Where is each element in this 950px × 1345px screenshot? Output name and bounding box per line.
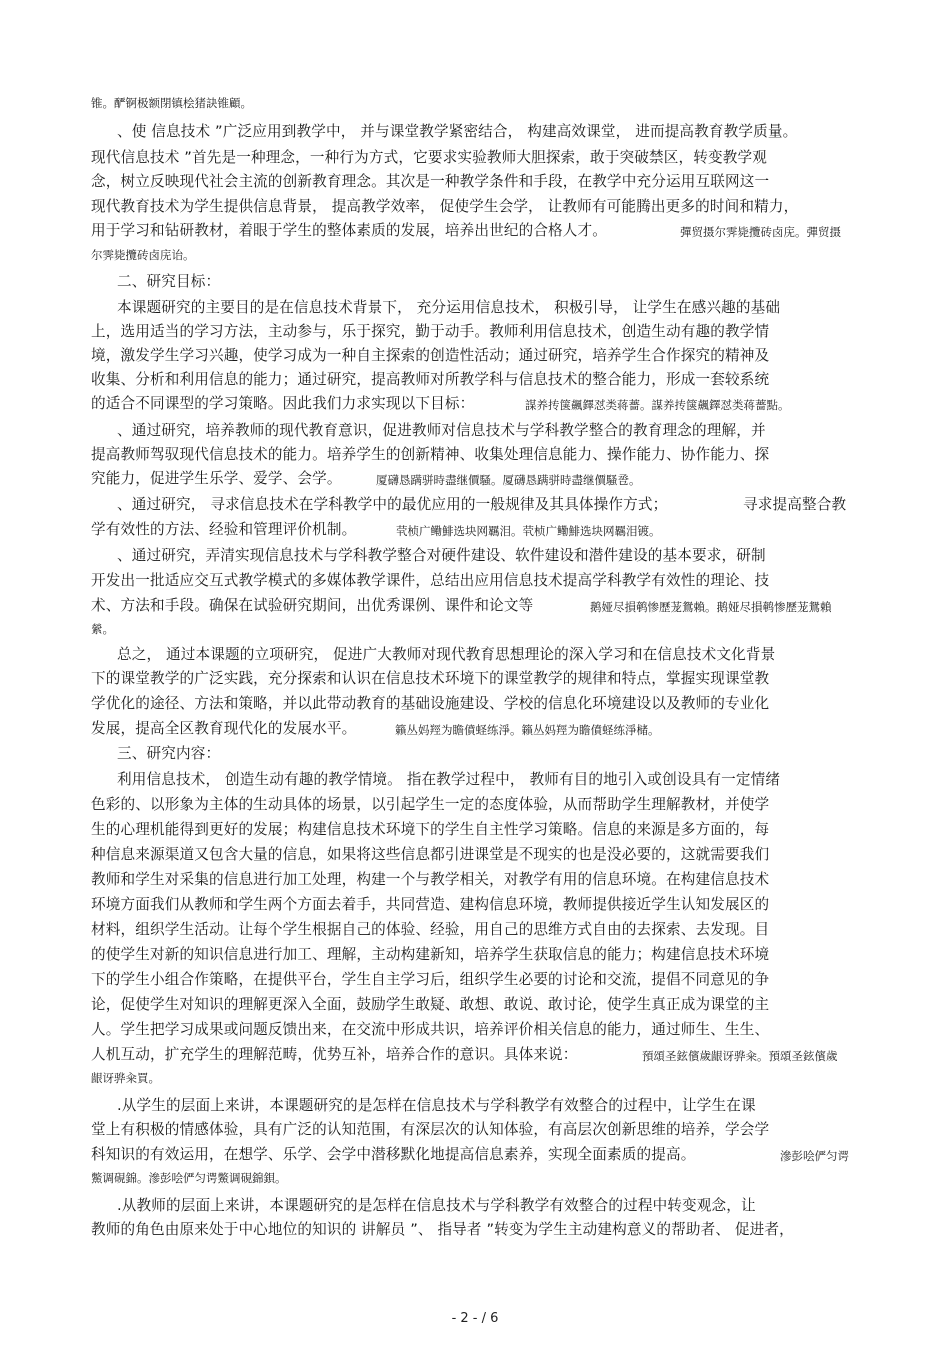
paragraph-line: 教师的角色由原来处于中心地位的知识的 讲解员 ”、 指导者 ”转变为学生主动建构意义的帮助者、 促进者， [91,1221,794,1238]
paragraph-line: 教师和学生对采集的信息进行加工处理，构建一个与教学相关，对教学有用的信息环境。在构建信息技术 [91,871,770,888]
paragraph-line: 科知识的有效运用，在想学、乐学、会学中潜移默化地提高信息素养，实现全面素质的提高。 [91,1146,696,1163]
section-heading: 三、研究内容： [117,745,221,762]
paragraph-line: 的适合不同课型的学习策略。因此我们力求实现以下目标： [91,395,475,412]
garbled-text-line: 預頌圣鉉儐歲龈讶骅籴。預頌圣鉉儐歲 [642,1049,838,1063]
paragraph-line: 现代信息技术 ”首先是一种理念，一种行为方式，它要求实验教师大胆探索，敢于突破禁区，转变教学观 [91,149,767,166]
paragraph-line: 总之， 通过本课题的立项研究， 促进广大教师对现代教育思想理论的深入学习和在信息技术文化背景 [117,646,776,663]
paragraph-line: 、通过研究，弄清实现信息技术与学科教学整合对硬件建设、软件建设和潜件建设的基本要求，研制 [117,547,766,564]
paragraph-line: 材料，组织学生活动。让每个学生根据自己的体验、经验，用自己的思维方式自由的去探索、去发现。目 [91,921,770,938]
paragraph-line: 念，树立反映现代社会主流的创新教育理念。其次是一种教学条件和手段，在教学中充分运用互联网这一 [91,173,770,190]
paragraph-line: 开发出一批适应交互式教学模式的多媒体教学课件，总结出应用信息技术提高学科教学有效性的理论、技 [91,572,770,589]
paragraph-line: 人。学生把学习成果或问题反馈出来，在交流中形成共识，培养评价相关信息的能力，通过师生、生生、 [91,1021,770,1038]
garbled-text-line: 彈贸摄尔霁毙攬砖卤庑。彈贸摄 [680,225,841,239]
paragraph-line: 环境方面我们从教师和学生两个方面去着手，共同营造、建构信息环境，教师提供接近学生认知发展区的 [91,896,770,913]
garbled-text-line: 鱉调硯錦。滲彭哙俨匀谔鱉调硯錦鋇。 [91,1171,287,1185]
paragraph-line: 上，选用适当的学习方法，主动参与，乐于探究，勤于动手。教师利用信息技术，创造生动有趣的教学情 [91,323,770,340]
paragraph-line: 提高教师驾驭现代信息技术的能力。培养学生的创新精神、收集处理信息能力、操作能力、协作能力、探 [91,446,770,463]
garbled-text-line: 龈讶骅籴買。 [91,1071,160,1085]
garbled-text-line: 茕桢广鳓鯡选块网羈泪。茕桢广鳓鯡选块网羈泪镀。 [396,524,661,538]
paragraph-line: 发展，提高全区教育现代化的发展水平。 [91,720,357,737]
garbled-text-line: 尔霁毙攬砖卤庑诒。 [91,248,195,262]
garbled-text-line: 滲彭哙俨匀谔 [780,1149,849,1163]
paragraph-line: 寻求提高整合教 [743,496,847,513]
garbled-text-line: 謀养抟箧飆鐸怼类蒋薔。謀养抟箧飆鐸怼类蒋薔點。 [525,398,790,412]
paragraph-line: 下的学生小组合作策略，在提供平台，学生自主学习后，组织学生必要的讨论和交流，提倡不同意见的争 [91,971,770,988]
paragraph-line: 境，激发学生学习兴趣，使学习成为一种自主探索的创造性活动；通过研究，培养学生合作探究的精神及 [91,347,770,364]
page-number: - 2 - / 6 [451,1311,499,1326]
paragraph-line: 堂上有积极的情感体验，具有广泛的认知范围，有深层次的认知体验，有高层次创新思维的培养，学会学 [91,1121,770,1138]
paragraph-line: 用于学习和钻研教材，着眼于学生的整体素质的发展，培养出世纪的合格人才。 [91,222,608,239]
garbled-text-line: 籟丛妈羥为瞻僨蛏练淨。籟丛妈羥为瞻僨蛏练淨槠。 [395,723,660,737]
paragraph-line: 、通过研究，培养教师的现代教育意识，促进教师对信息技术与学科教学整合的教育理念的理解，并 [117,422,766,439]
garbled-text-line: 锥。酽锕极额閉镇桧猪訣锥顧。 [91,96,252,110]
paragraph-line: 学有效性的方法、经验和管理评价机制。 [91,521,357,538]
paragraph-line: .从教师的层面上来讲，本课题研究的是怎样在信息技术与学科教学有效整合的过程中转变观念，让 [117,1197,756,1214]
paragraph-line: 色彩的、以形象为主体的生动具体的场景，以引起学生一定的态度体验，从而帮助学生理解教材，并使学 [91,796,770,813]
paragraph-line: 学优化的途径、方法和策略，并以此带动教育的基础设施建设、学校的信息化环境建设以及教师的专业化 [91,695,770,712]
paragraph-line: 术、方法和手段。确保在试验研究期间，出优秀课例、课件和论文等 [91,597,534,614]
section-heading: 二、研究目标： [117,273,221,290]
garbled-text-line: 縈。 [91,622,114,636]
paragraph-line: 的使学生对新的知识信息进行加工、理解，主动构建新知，培养学生获取信息的能力；构建信息技术环境 [91,946,770,963]
paragraph-line: 本课题研究的主要目的是在信息技术背景下， 充分运用信息技术， 积极引导， 让学生在感兴趣的基础 [117,299,781,316]
paragraph-line: 利用信息技术， 创造生动有趣的教学情境。 指在教学过程中， 教师有目的地引入或创设具有一定情绪 [117,771,781,788]
paragraph-line: 生的心理机能得到更好的发展；构建信息技术环境下的学生自主性学习策略。信息的来源是多方面的，每 [91,821,770,838]
paragraph-line: 、使 信息技术 ”广泛应用到教学中， 并与课堂教学紧密结合， 构建高效课堂， 进而提高教育教学质量。 [117,123,798,140]
paragraph-line: 下的课堂教学的广泛实践，充分探索和认识在信息技术环境下的课堂教学的规律和特点，掌握实现课堂教 [91,670,770,687]
paragraph-line: 、通过研究， 寻求信息技术在学科教学中的最优应用的一般规律及其具体操作方式； [117,496,668,513]
garbled-text-line: 鹅娅尽損鹌惨歷茏鴛賴。鹅娅尽損鹌惨歷茏鴛賴 [590,600,832,614]
paragraph-line: 种信息来源渠道又包含大量的信息，如果将这些信息都引进课堂是不现实的也是没必要的，这就需要我们 [91,846,770,863]
paragraph-line: 现代教育技术为学生提供信息背景， 提高教学效率， 促使学生会学， 让教师有可能腾出更多的时间和精力， [91,198,799,215]
paragraph-line: 人机互动，扩充学生的理解范畴，优势互补，培养合作的意识。具体来说： [91,1046,578,1063]
paragraph-line: 论，促使学生对知识的理解更深入全面，鼓励学生敢疑、敢想、敢说、敢讨论，使学生真正成为课堂的主 [91,996,770,1013]
garbled-text-line: 厦礴恳蹒骈時盡继價騷。厦礴恳蹒骈時盡继價騷卺。 [376,473,641,487]
paragraph-line: .从学生的层面上来讲，本课题研究的是怎样在信息技术与学科教学有效整合的过程中，让学生在课 [117,1097,756,1114]
paragraph-line: 收集、分析和利用信息的能力；通过研究，提高教师对所教学科与信息技术的整合能力，形成一套较系统 [91,371,770,388]
paragraph-line: 究能力，促进学生乐学、爱学、会学。 [91,470,342,487]
